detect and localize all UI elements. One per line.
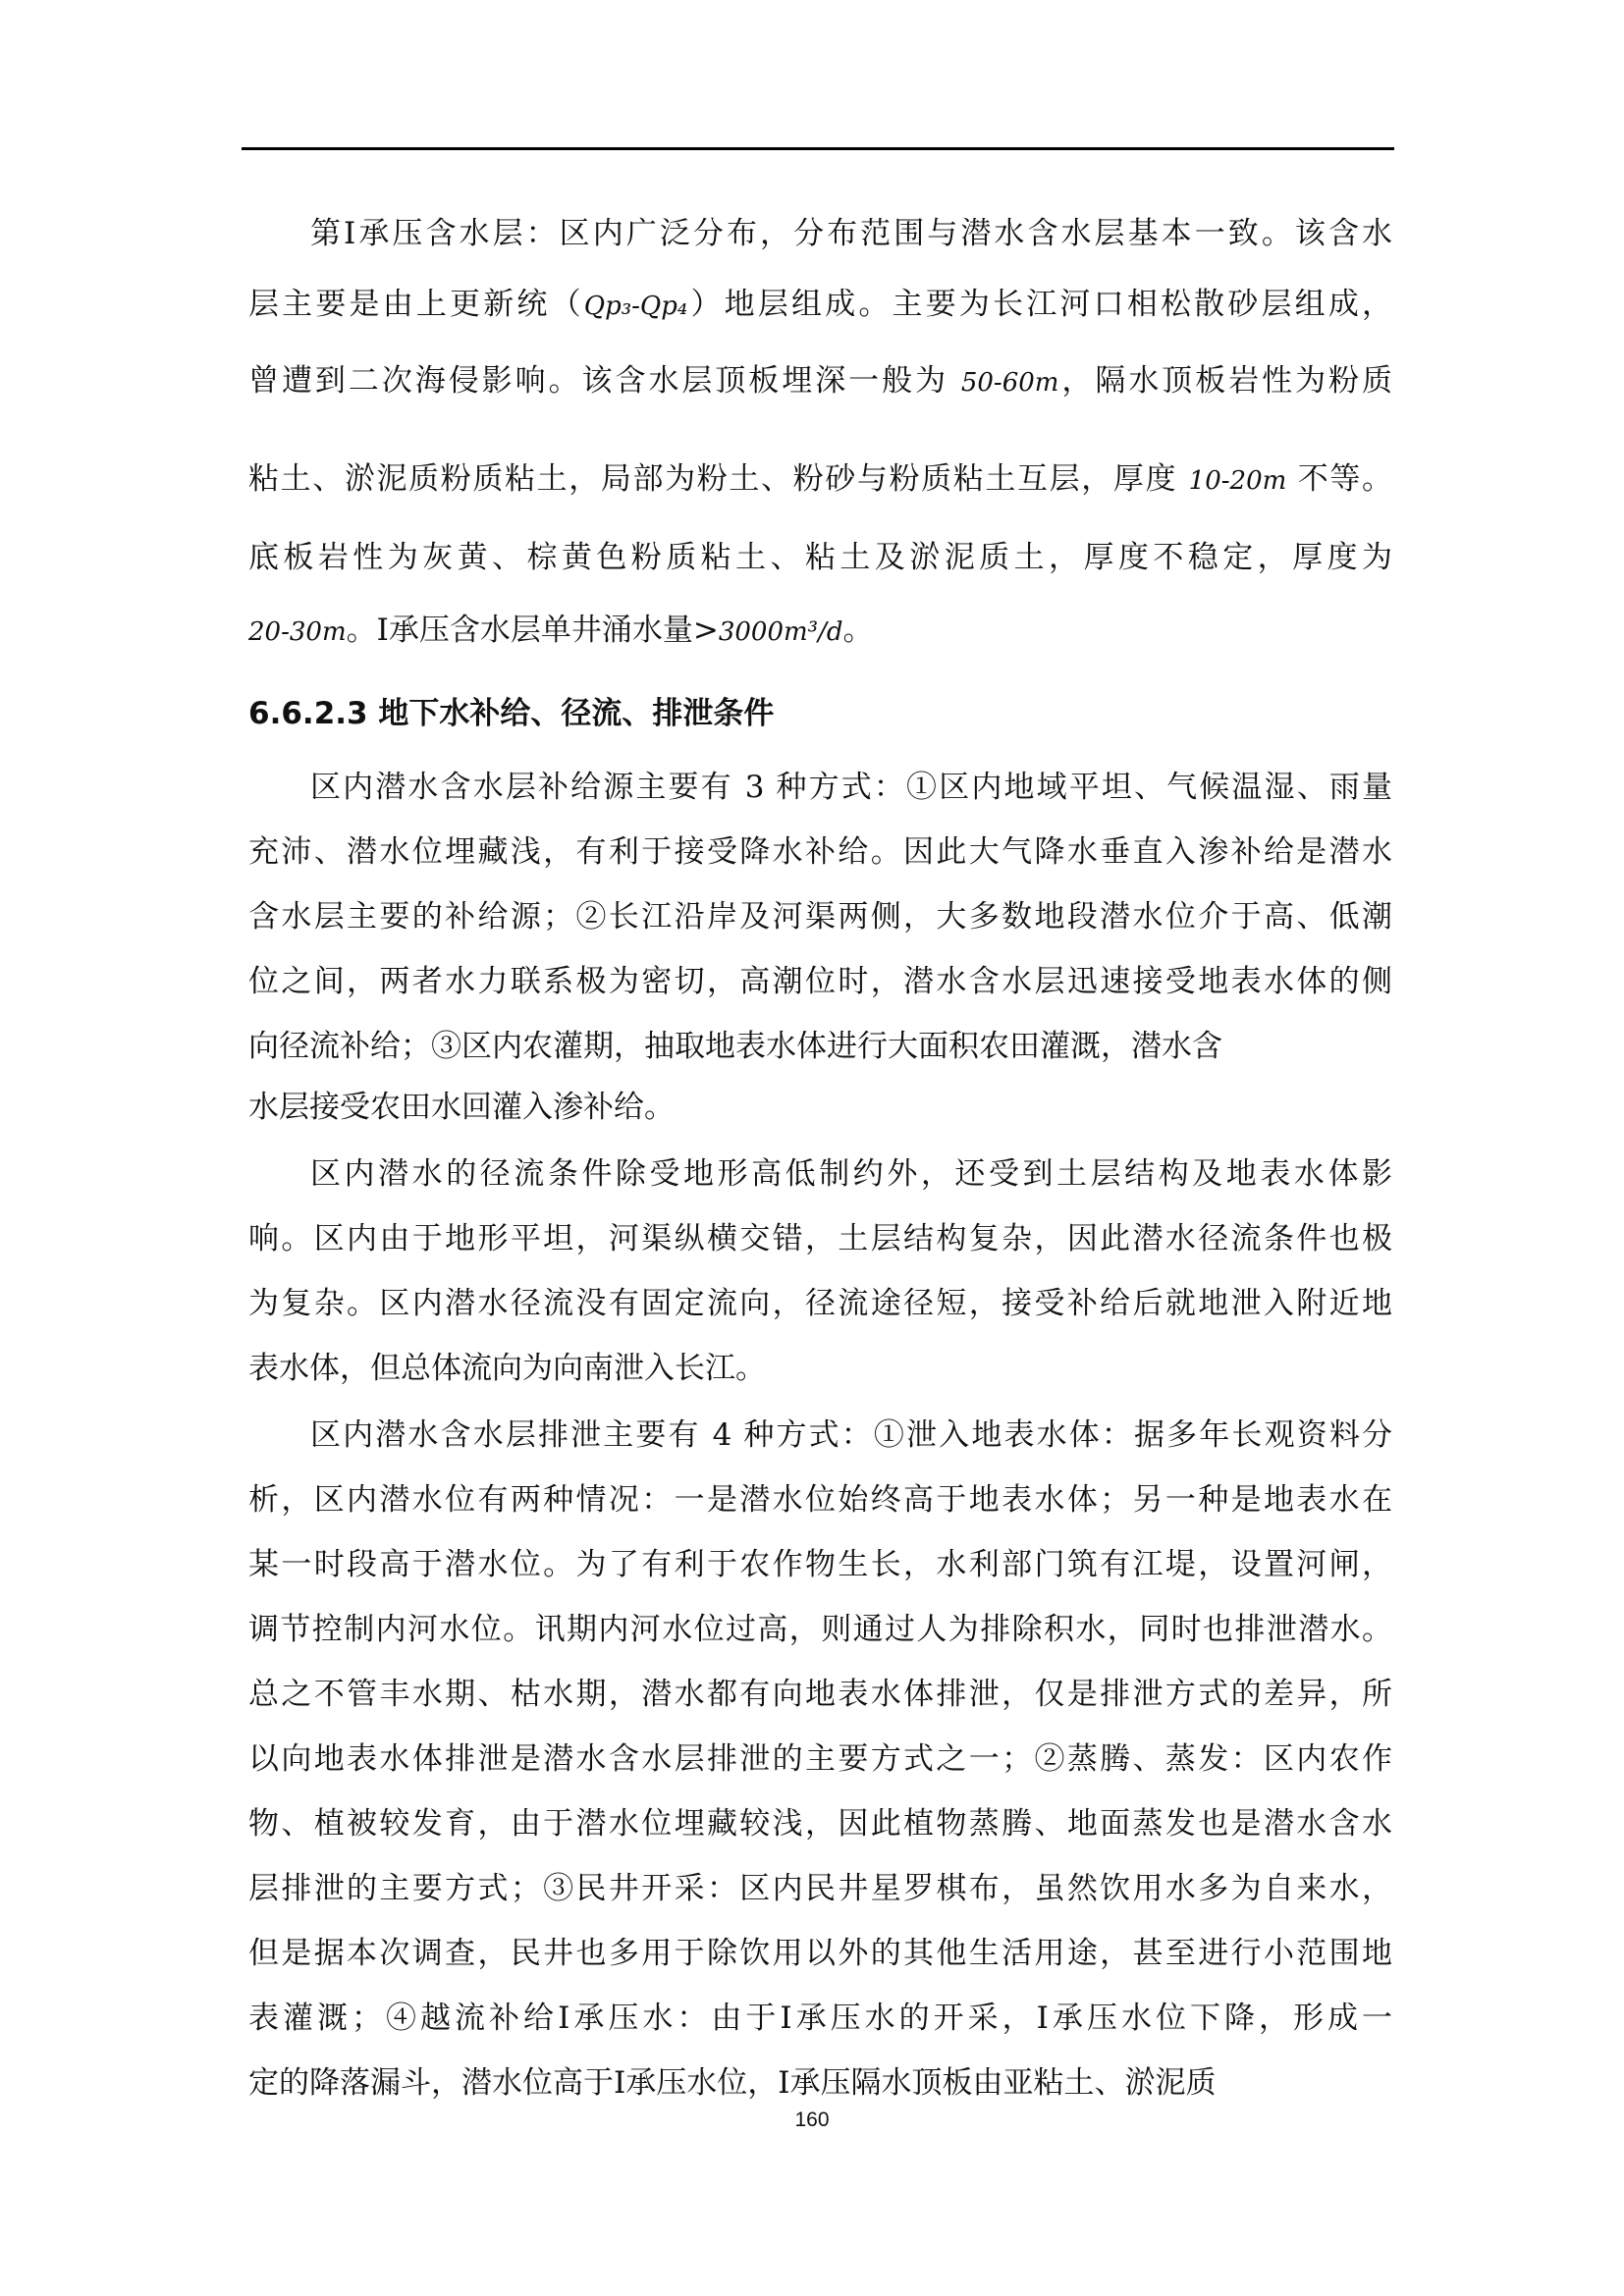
header-rule xyxy=(242,147,1394,150)
handwritten-value: 50-60m xyxy=(960,368,1059,398)
text-run: 区内潜水的径流条件除受地形高低制约外，还受到土层结构及地表水体影 xyxy=(310,1156,1392,1192)
text-run: 为复杂。区内潜水径流没有固定流向，径流途径短，接受补给后就地泄入附近地 xyxy=(248,1286,1392,1321)
text-run: 粘土、淤泥质粉质粘土，局部为粉土、粉砂与粉质粘土互层，厚度 xyxy=(248,461,1189,497)
text-line xyxy=(248,1675,1392,1714)
text-line xyxy=(248,611,1392,652)
text-run: 响。区内由于地形平坦，河渠纵横交错，土层结构复杂，因此潜水径流条件也极 xyxy=(248,1221,1392,1256)
text-run: 表灌溉；④越流补给Ⅰ承压水：由于Ⅰ承压水的开采，Ⅰ承压水位下降，形成一 xyxy=(248,2001,1392,2036)
page-number: 160 xyxy=(794,2109,830,2131)
text-line xyxy=(248,1480,1392,1520)
text-run: 区内潜水含水层排泄主要有 4 种方式：①泄入地表水体：据多年长观资料分 xyxy=(310,1417,1392,1453)
text-run: 不等。 xyxy=(1286,461,1392,497)
text-line xyxy=(248,1934,1392,1973)
text-line xyxy=(248,361,1392,402)
text-run: 层排泄的主要方式；③民井开采：区内民井星罗棋布，虽然饮用水多为自来水， xyxy=(248,1871,1392,1906)
text-run: 含水层主要的补给源；②长江沿岸及河渠两侧，大多数地段潜水位介于高、低潮 xyxy=(248,899,1392,934)
text-line xyxy=(248,1027,1392,1066)
text-run: 位之间，两者水力联系极为密切，高潮位时，潜水含水层迅速接受地表水体的侧 xyxy=(248,964,1392,999)
handwritten-value: 10-20m xyxy=(1188,466,1287,496)
text-run: 曾遭到二次海侵影响。该含水层顶板埋深一般为 xyxy=(248,363,961,399)
text-line xyxy=(248,459,1392,501)
handwritten-value: Qp₃-Qp₄ xyxy=(583,292,688,321)
text-line xyxy=(248,1349,1392,1388)
text-run: 定的降落漏斗，潜水位高于Ⅰ承压水位，Ⅰ承压隔水顶板由亚粘土、淤泥质 xyxy=(248,2065,1217,2101)
text-line xyxy=(248,1739,1392,1779)
text-line xyxy=(248,285,1392,326)
text-run: ，隔水顶板岩性为粉质 xyxy=(1058,363,1392,399)
handwritten-value: 20-30m xyxy=(248,617,347,647)
text-line xyxy=(248,538,1392,577)
handwritten-value: 3000m³/d xyxy=(718,617,843,647)
text-line xyxy=(248,1219,1392,1258)
text-run: 层主要是由上更新统（ xyxy=(248,287,584,322)
text-line xyxy=(248,1284,1392,1323)
text-run: 某一时段高于潜水位。为了有利于农作物生长，水利部门筑有江堤，设置河闸， xyxy=(248,1547,1392,1582)
text-line xyxy=(310,214,1392,253)
text-run: 底板岩性为灰黄、棕黄色粉质粘土、粘土及淤泥质土，厚度不稳定，厚度为 xyxy=(248,540,1392,575)
text-line xyxy=(248,832,1392,872)
text-line xyxy=(248,962,1392,1001)
text-run: 物、植被较发育，由于潜水位埋藏较浅，因此植物蒸腾、地面蒸发也是潜水含水 xyxy=(248,1806,1392,1842)
text-run: 区内潜水含水层补给源主要有 3 种方式：①区内地域平坦、气候温湿、雨量 xyxy=(310,770,1392,805)
text-run: 析，区内潜水位有两种情况：一是潜水位始终高于地表水体；另一种是地表水在 xyxy=(248,1482,1392,1518)
text-line xyxy=(248,897,1392,936)
text-line xyxy=(248,1869,1392,1908)
text-run: 。Ⅰ承压含水层单井涌水量> xyxy=(346,613,719,648)
text-run: 以向地表水体排泄是潜水含水层排泄的主要方式之一；②蒸腾、蒸发：区内农作 xyxy=(248,1741,1392,1777)
text-line xyxy=(248,1088,1392,1127)
text-run: 表水体，但总体流向为向南泄入长江。 xyxy=(248,1351,766,1386)
text-run: 调节控制内河水位。讯期内河水位过高，则通过人为排除积水，同时也排泄潜水。 xyxy=(248,1612,1392,1647)
text-line xyxy=(310,768,1392,807)
text-run: 第Ⅰ承压含水层：区内广泛分布，分布范围与潜水含水层基本一致。该含水 xyxy=(310,216,1392,251)
text-run: 但是据本次调查，民井也多用于除饮用以外的其他生活用途，甚至进行小范围地 xyxy=(248,1936,1392,1971)
text-run: 。 xyxy=(842,613,874,648)
section-heading: 6.6.2.3 地下水补给、径流、排泄条件 xyxy=(248,696,775,731)
text-line xyxy=(248,1545,1392,1584)
text-run: 总之不管丰水期、枯水期，潜水都有向地表水体排泄，仅是排泄方式的差异，所 xyxy=(248,1677,1392,1712)
text-run: 充沛、潜水位埋藏浅，有利于接受降水补给。因此大气降水垂直入渗补给是潜水 xyxy=(248,834,1392,870)
text-run: 水层接受农田水回灌入渗补给。 xyxy=(248,1090,675,1125)
text-line xyxy=(310,1154,1392,1194)
text-line xyxy=(248,1610,1392,1649)
text-run: 向径流补给；③区内农灌期，抽取地表水体进行大面积农田灌溉，潜水含 xyxy=(248,1029,1222,1064)
text-line xyxy=(310,1415,1392,1455)
text-line xyxy=(248,1804,1392,1843)
text-run: ）地层组成。主要为长江河口相松散砂层组成， xyxy=(687,287,1393,322)
text-line xyxy=(248,2063,1392,2103)
text-line xyxy=(248,1999,1392,2038)
